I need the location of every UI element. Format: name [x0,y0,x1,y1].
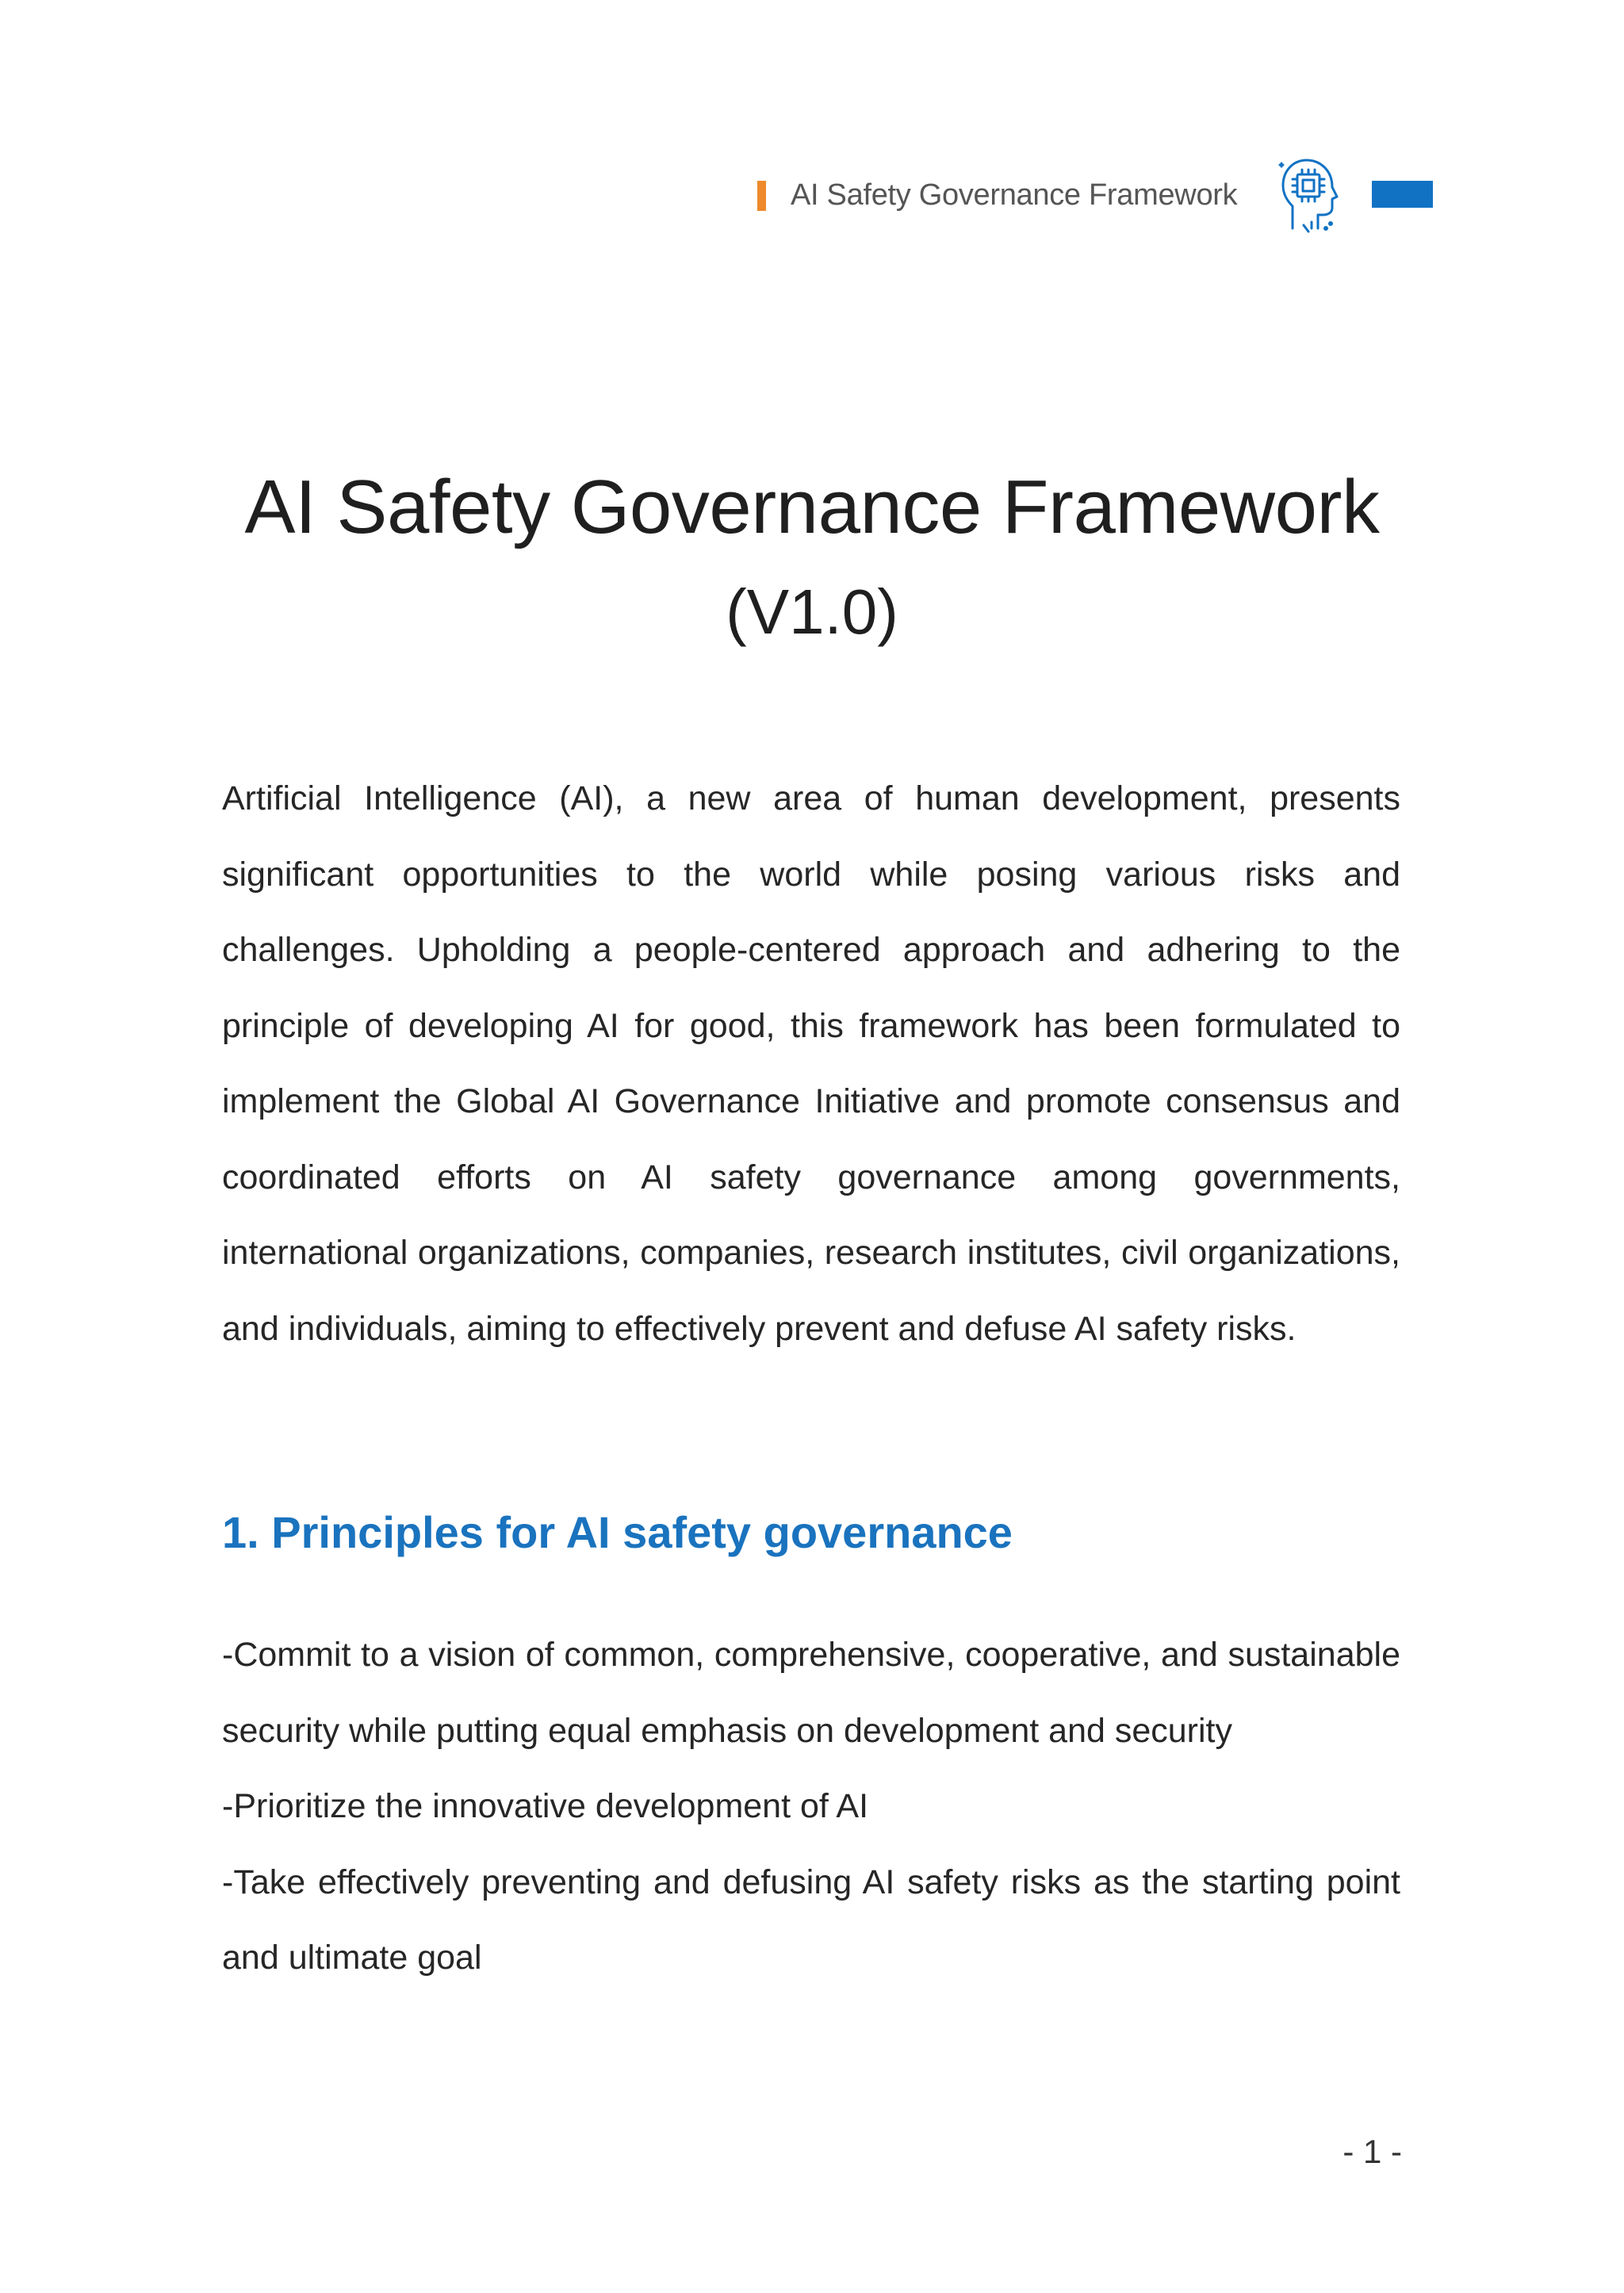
list-item: -Prioritize the innovative development of AI [222,1787,869,1825]
header-brand-bar [1372,181,1433,208]
section-heading: 1. Principles for AI safety governance [222,1507,1013,1557]
list-item: -Commit to a vision of common, comprehensive, cooperative, and sustainable security while putting equal emphasis on development and security [222,1636,1400,1750]
list-item: -Take effectively preventing and defusing AI safety risks as the starting point and ultimate goal [222,1862,1400,1977]
header-accent-bar [757,181,766,211]
page-number: - 1 - [1342,2133,1402,2170]
intro-paragraph: Artificial Intelligence (AI), a new area of human development, presents significant opportunities to the world while posing various risks and challenges. Upholding a people-centered approach and adhering to the principle of developing AI for good, this framework has been formulated to implement the Global AI Governance Initiative and promote consensus and coordinated efforts on AI safety governance among governments, international organizations, companies, research institutes, civil organizations, and individuals, aiming to effectively prevent and defuse AI safety risks. [222,779,1400,1348]
header-title: AI Safety Governance Framework [791,178,1238,212]
running-header [757,155,1431,243]
document-version: (V1.0) [726,576,898,647]
ai-head-chip-icon [1277,155,1348,238]
principles-list [222,1617,1400,1996]
document-title: AI Safety Governance Framework [244,465,1380,549]
